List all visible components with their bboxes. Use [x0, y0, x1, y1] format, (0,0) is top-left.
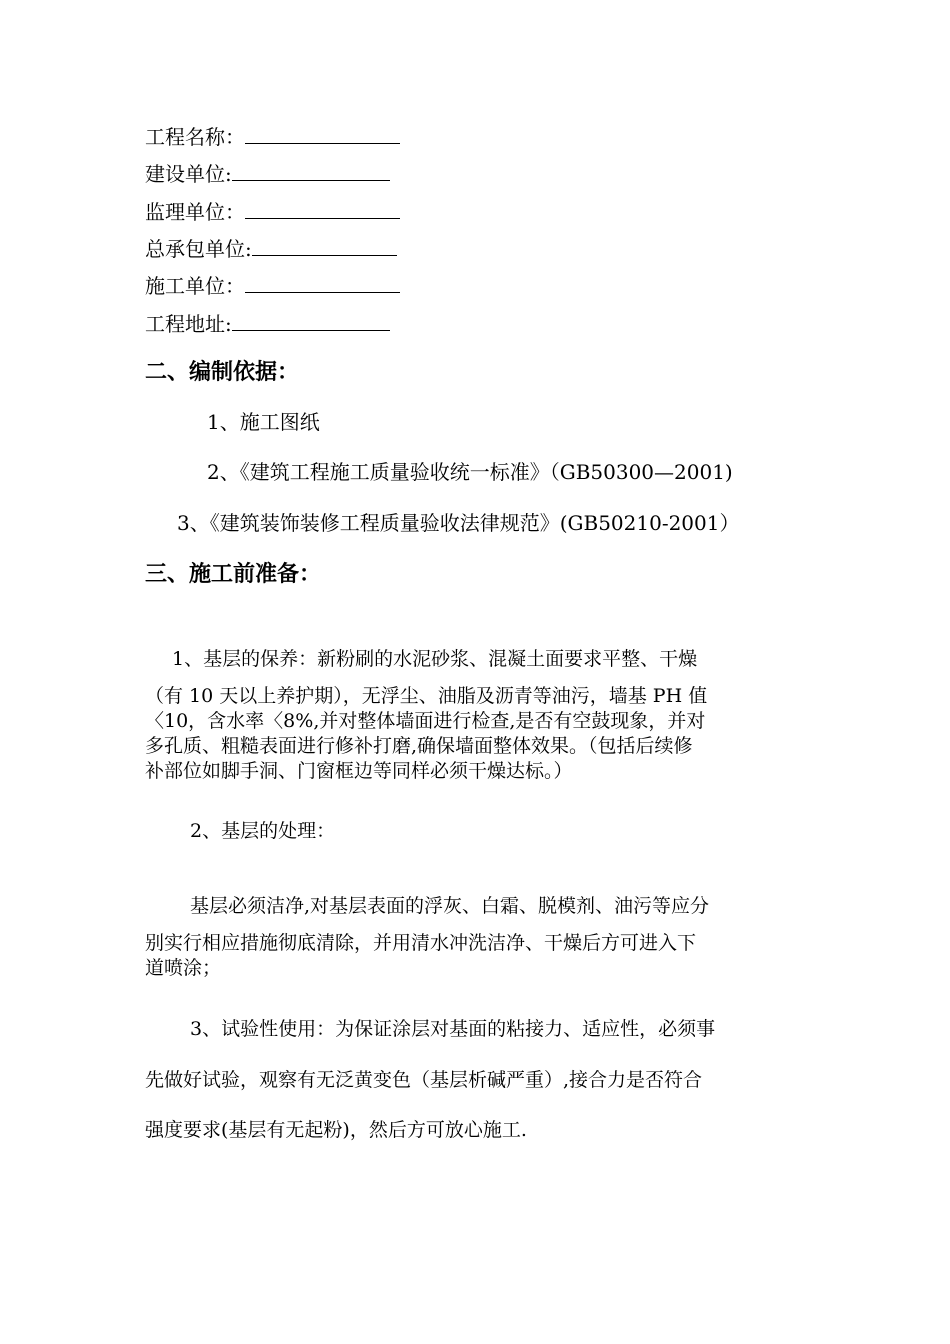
paragraph-3-line: 3、试验性使用：为保证涂层对基面的粘接力、适应性，必须事 [190, 1018, 716, 1040]
section-heading-preparation: 三、施工前准备： [145, 562, 322, 587]
blank-field-line [252, 237, 397, 256]
info-row-constructor [145, 273, 400, 299]
blank-field-line [245, 200, 400, 219]
paragraph-2-title: 2、基层的处理： [190, 820, 336, 842]
info-label: 监理单位： [145, 200, 245, 224]
info-label: 建设单位: [145, 162, 232, 186]
blank-field-line [245, 274, 400, 293]
info-row-general-contractor [145, 236, 397, 262]
info-label: 工程名称： [145, 125, 245, 149]
paragraph-1-line: 补部位如脚手洞、门窗框边等同样必须干燥达标。） [145, 760, 573, 782]
info-label: 施工单位： [145, 274, 245, 298]
basis-item-2: 2、《建筑工程施工质量验收统一标准》（GB50300—2001) [207, 460, 733, 484]
paragraph-3-line: 强度要求(基层有无起粉)，然后方可放心施工. [145, 1119, 527, 1141]
paragraph-1-line: 〈10，含水率〈8%,并对整体墙面进行检查,是否有空鼓现象，并对 [145, 710, 706, 732]
blank-field-line [232, 162, 390, 181]
paragraph-1-lead: 1、基层的保养：新粉刷的水泥砂浆、混凝土面要求平整、干燥 [172, 648, 698, 670]
paragraph-2-line: 别实行相应措施彻底清除，并用清水冲洗洁净、干燥后方可进入下 [145, 932, 697, 954]
info-label: 总承包单位: [145, 237, 252, 261]
paragraph-2-line: 基层必须洁净,对基层表面的浮灰、白霜、脱模剂、油污等应分 [190, 895, 710, 917]
basis-item-1: 1、施工图纸 [207, 410, 320, 434]
blank-field-line [245, 125, 400, 144]
paragraph-1-line: （有 10 天以上养护期），无浮尘、油脂及沥青等油污，墙基 PH 值 [145, 685, 708, 707]
info-row-supervisor [145, 199, 400, 225]
info-row-builder [145, 161, 390, 187]
section-heading-basis: 二、编制依据： [145, 360, 300, 385]
info-label: 工程地址: [145, 312, 232, 336]
paragraph-3-line: 先做好试验，观察有无泛黄变色（基层析碱严重）,接合力是否符合 [145, 1069, 703, 1091]
paragraph-2-line: 道喷涂； [145, 957, 222, 979]
blank-field-line [232, 312, 390, 331]
info-row-project-name [145, 124, 400, 150]
basis-item-3: 3、《建筑装饰装修工程质量验收法律规范》(GB50210-2001） [177, 511, 740, 535]
paragraph-1-line: 多孔质、粗糙表面进行修补打磨,确保墙面整体效果。（包括后续修 [145, 735, 693, 757]
info-row-address [145, 311, 390, 337]
